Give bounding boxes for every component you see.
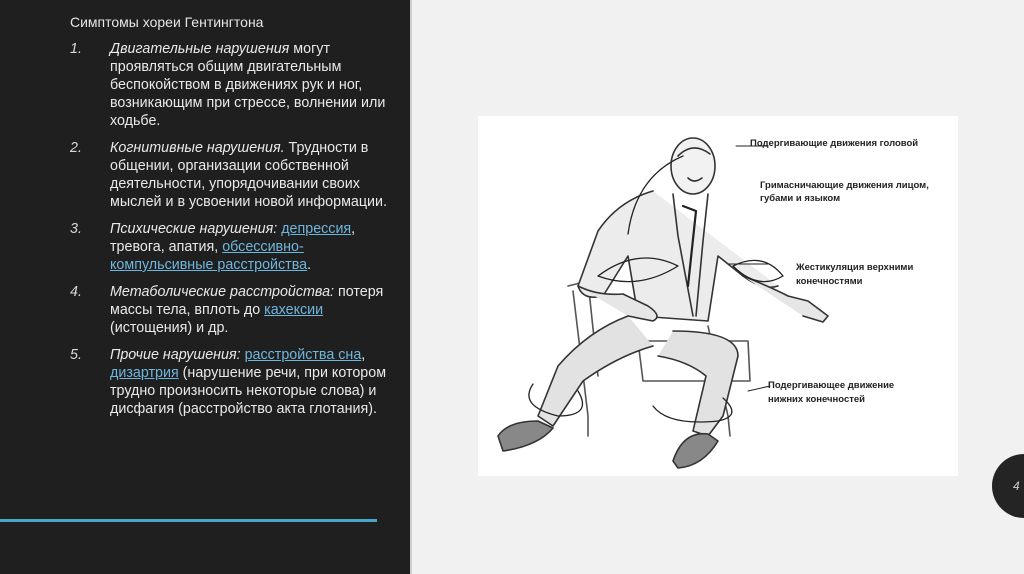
caption-arm-gestures-2: конечностями xyxy=(796,276,863,287)
caption-face-movements-2: губами и языком xyxy=(760,193,841,204)
list-item xyxy=(70,283,390,337)
list-item xyxy=(70,220,390,274)
symptom-term: Прочие нарушения: xyxy=(110,347,241,363)
symptom-text: Трудности в общении, организации собственной деятельности, упорядочивании своих мыслей и в усвоении новой информации. xyxy=(110,140,387,210)
accent-rule xyxy=(0,519,377,522)
caption-arm-gestures-1: Жестикуляция верхними xyxy=(796,262,914,273)
list-item xyxy=(70,40,390,130)
caption-head-movements: Подергивающие движения головой xyxy=(750,138,919,149)
symptom-text: потеря массы тела, вплоть до xyxy=(110,284,384,318)
symptom-list xyxy=(70,40,390,427)
caption-leg-movements-1: Подергивающее движение xyxy=(768,380,895,391)
link-sleep-disorders[interactable]: расстройства сна xyxy=(244,347,362,363)
symptom-text-end: (истощения) и др. xyxy=(110,320,229,336)
symptom-term: Когнитивные нарушения. xyxy=(110,140,285,156)
caption-leg-movements-2: нижних конечностей xyxy=(768,394,866,405)
symptom-text-end: (нарушение речи, при котором трудно произносить некоторые слова) и дисфагия (расстройство акта глотания). xyxy=(110,365,387,417)
symptom-text: могут проявляться общим двигательным беспокойством в движениях рук и ног, возникающим при стрессе, волнении или ходьбе. xyxy=(110,41,386,129)
link-dysarthria[interactable]: дизартрия xyxy=(110,365,179,381)
chorea-illustration xyxy=(478,116,958,476)
symptom-text: , тревога, апатия, xyxy=(110,221,356,255)
seated-man-sketch xyxy=(478,116,958,476)
symptom-term: Психические нарушения: xyxy=(110,221,278,237)
item-number: 4. xyxy=(70,284,82,300)
item-number: 2. xyxy=(70,140,82,156)
item-number: 3. xyxy=(70,221,82,237)
link-ocd[interactable]: обсессивно-компульсивные расстройства xyxy=(110,239,308,273)
slide-title: Симптомы хореи Гентингтона xyxy=(70,14,264,30)
symptom-term: Метаболические расстройства: xyxy=(110,284,334,300)
item-number: 5. xyxy=(70,347,82,363)
item-number: 1. xyxy=(70,41,82,57)
link-depression[interactable]: депрессия xyxy=(281,221,352,237)
link-cachexia[interactable]: кахексии xyxy=(264,302,324,318)
caption-face-movements-1: Гримасничающие движения лицом, xyxy=(760,180,929,191)
symptom-text-end: . xyxy=(307,257,312,273)
list-item xyxy=(70,139,390,211)
symptom-term: Двигательные нарушения xyxy=(110,41,290,57)
page-number: 4 xyxy=(1013,479,1020,493)
panel-divider xyxy=(410,0,412,574)
symptom-separator: , xyxy=(361,347,366,363)
list-item xyxy=(70,346,390,418)
